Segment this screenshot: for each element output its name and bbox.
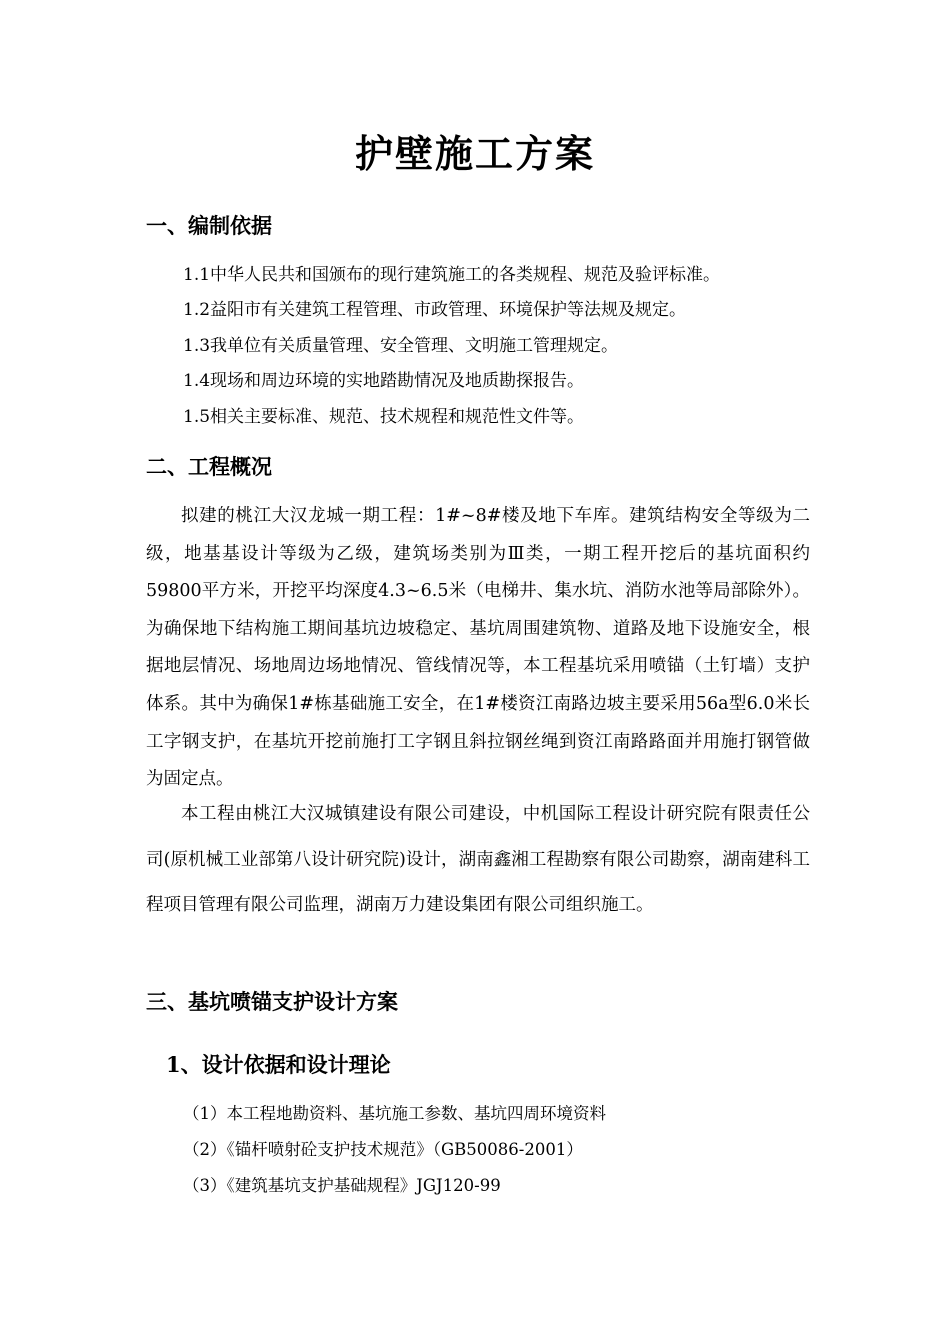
- basis-item: 1.1中华人民共和国颁布的现行建筑施工的各类规程、规范及验评标准。: [183, 265, 721, 285]
- section-heading-design: 三、基坑喷锚支护设计方案: [146, 989, 398, 1014]
- subsection-heading-design-basis: 1、设计依据和设计理论: [166, 1052, 391, 1077]
- section-heading-overview: 二、工程概况: [146, 454, 272, 479]
- reference-item: （1）本工程地勘资料、基坑施工参数、基坑四周环境资料: [183, 1104, 606, 1123]
- reference-item: （3）《建筑基坑支护基础规程》JGJ120-99: [183, 1176, 501, 1195]
- section-heading-basis: 一、编制依据: [146, 213, 272, 238]
- basis-item: 1.4现场和周边环境的实地踏勘情况及地质勘探报告。: [183, 371, 585, 391]
- reference-item: （2）《锚杆喷射砼支护技术规范》（GB50086-2001）: [183, 1140, 583, 1159]
- overview-paragraph: 本工程由桃江大汉城镇建设有限公司建设，中机国际工程设计研究院有限责任公司(原机械工业部第八设计研究院)设计，湖南鑫湘工程勘察有限公司勘察，湖南建科工程项目管理有限公司监理，湖南万力建设集团有限公司组织施工。: [146, 804, 810, 915]
- document-title: 护壁施工方案: [354, 131, 595, 176]
- overview-paragraph: 拟建的桃江大汉龙城一期工程：1#~8#楼及地下车库。建筑结构安全等级为二级，地基基设计等级为乙级，建筑场类别为Ⅲ类，一期工程开挖后的基坑面积约59800平方米，开挖平均深度4.3~6.5米（电梯井、集水坑、消防水池等局部除外）。为确保地下结构施工期间基坑边坡稳定、基坑周围建筑物、道路及地下设施安全，根据地层情况、场地周边场地情况、管线情况等，本工程基坑采用喷锚（土钉墙）支护体系。其中为确保1#栋基础施工安全，在1#楼资江南路边坡主要采用56a型6.0米长工字钢支护，在基坑开挖前施打工字钢且斜拉钢丝绳到资江南路路面并用施打钢管做为固定点。: [146, 506, 810, 790]
- basis-item: 1.2益阳市有关建筑工程管理、市政管理、环境保护等法规及规定。: [183, 300, 687, 320]
- basis-item: 1.5相关主要标准、规范、技术规程和规范性文件等。: [183, 407, 585, 427]
- basis-item: 1.3我单位有关质量管理、安全管理、文明施工管理规定。: [183, 336, 619, 356]
